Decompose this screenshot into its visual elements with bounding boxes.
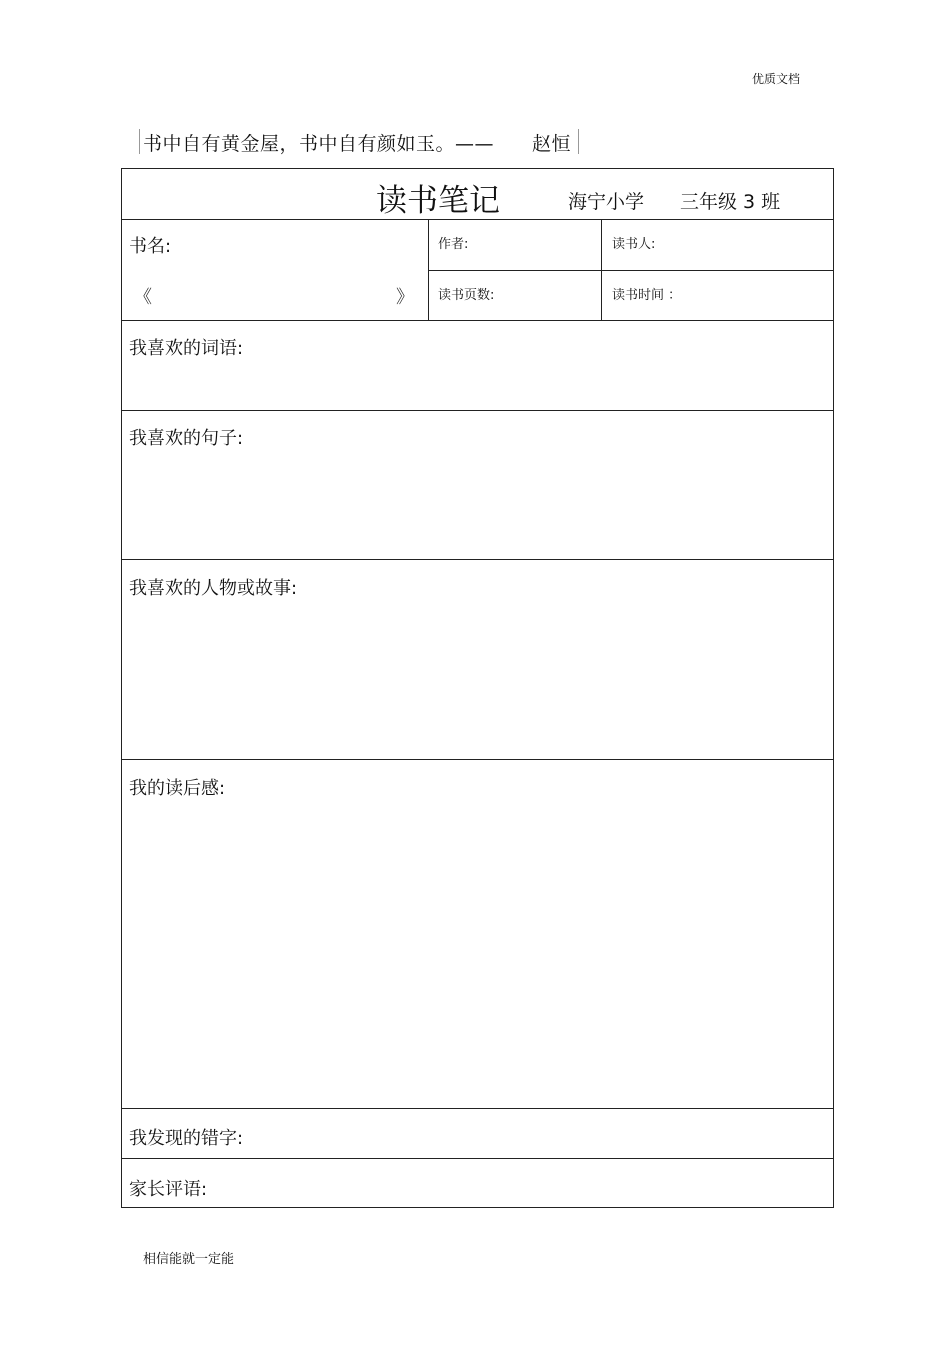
divider-typos xyxy=(122,1158,833,1159)
divider-sentences xyxy=(122,559,833,560)
vline-book xyxy=(428,219,429,321)
school-name: 海宁小学 xyxy=(568,191,645,213)
vline-author xyxy=(601,219,602,321)
quote-right-bar xyxy=(578,129,579,154)
book-open-bracket: 《 xyxy=(134,287,152,308)
divider-info-mid xyxy=(428,270,833,271)
time-label: 读书时间 ： xyxy=(612,288,682,303)
quote-author: 赵恒 xyxy=(532,133,572,155)
footer-motto: 相信能就一定能 xyxy=(143,1252,235,1267)
book-name-label: 书名: xyxy=(129,236,172,257)
class-grade: 三年级 3 班 xyxy=(680,191,781,213)
section-words-label: 我喜欢的词语: xyxy=(129,338,244,359)
divider-info-bottom xyxy=(122,320,833,321)
section-sentences-label: 我喜欢的句子: xyxy=(129,428,244,449)
pages-label: 读书页数: xyxy=(438,288,495,303)
divider-reflection xyxy=(122,1108,833,1109)
section-reflection-label: 我的读后感: xyxy=(129,778,226,799)
divider-title xyxy=(122,219,833,220)
header-right-label: 优质文档 xyxy=(752,72,801,86)
quote-left-bar xyxy=(139,129,140,154)
reader-label: 读书人: xyxy=(612,237,656,252)
form-title: 读书笔记 xyxy=(376,183,500,219)
reading-notes-form xyxy=(121,168,834,1208)
author-label: 作者: xyxy=(438,237,469,252)
quote-text: 书中自有黄金屋，书中自有颜如玉。—— xyxy=(143,133,495,155)
quote-line xyxy=(143,129,571,156)
section-typos-label: 我发现的错字: xyxy=(129,1128,244,1149)
section-characters-label: 我喜欢的人物或故事: xyxy=(129,578,298,599)
book-close-bracket: 》 xyxy=(396,287,414,308)
section-parent-comment-label: 家长评语: xyxy=(129,1179,208,1200)
divider-words xyxy=(122,410,833,411)
divider-characters xyxy=(122,759,833,760)
